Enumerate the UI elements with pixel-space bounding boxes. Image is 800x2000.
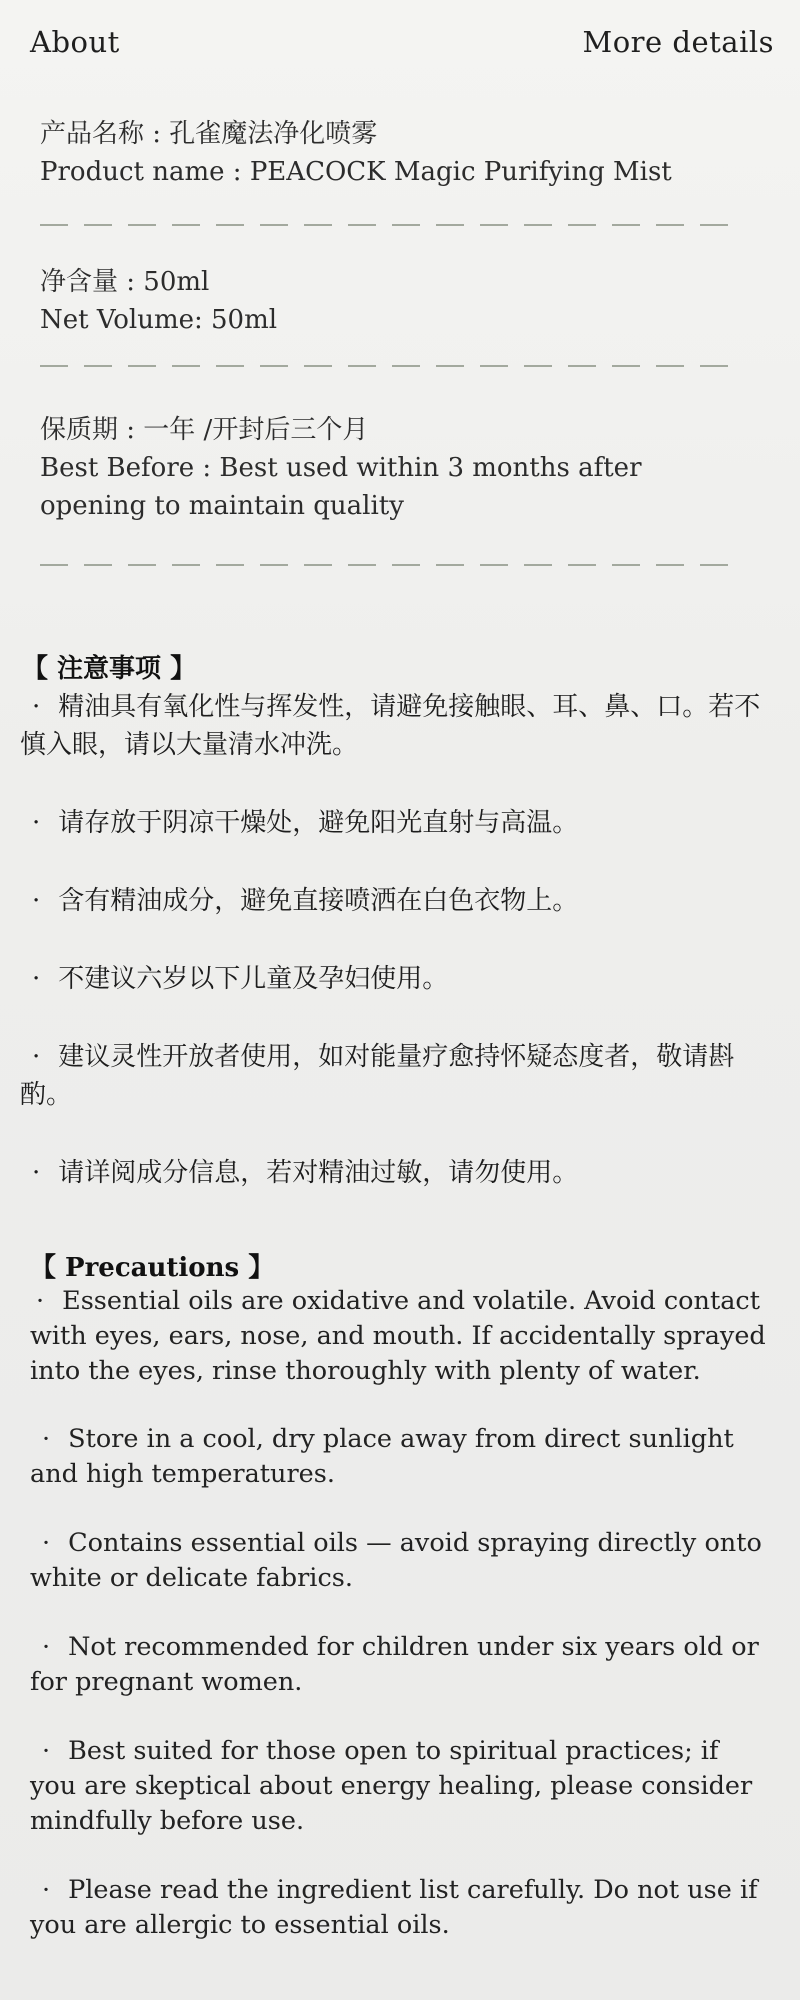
bullet: · <box>32 808 41 838</box>
bullet: · <box>42 1632 51 1662</box>
cn-precaution-item <box>20 804 780 842</box>
en-precaution-text: Store in a cool, dry place away from direct sunlight and high temperatures. <box>30 1424 734 1489</box>
en-precaution-item <box>30 1526 770 1596</box>
best-before-cn: 保质期 : 一年 /开封后三个月 <box>40 415 369 445</box>
en-precaution-item <box>30 1734 770 1839</box>
en-precaution-item <box>30 1630 770 1700</box>
best-before-en: Best Before : Best used within 3 months after opening to maintain quality <box>40 453 642 521</box>
en-precautions-title: 【 Precautions 】 <box>30 1253 275 1283</box>
cn-precautions-title: 【 注意事项 】 <box>22 654 197 684</box>
en-precaution-text: Best suited for those open to spiritual practices; if you are skeptical about energy healing, please consider mindfully before use. <box>30 1736 753 1836</box>
cn-precaution-item <box>20 1154 780 1192</box>
cn-precaution-text: 请详阅成分信息，若对精油过敏，请勿使用。 <box>58 1158 579 1188</box>
more-details-tab[interactable]: More details <box>582 25 774 59</box>
bullet: · <box>32 1158 41 1188</box>
en-precaution-text: Not recommended for children under six years old or for pregnant women. <box>30 1632 759 1697</box>
best-before-block <box>40 411 760 525</box>
en-precaution-item <box>30 1873 770 1943</box>
cn-precaution-item <box>20 688 780 764</box>
bullet: · <box>36 1286 45 1316</box>
bullet: · <box>32 886 41 916</box>
about-tab[interactable]: About <box>30 25 120 59</box>
en-precaution-item <box>30 1422 770 1492</box>
net-volume-block <box>40 263 760 339</box>
divider <box>40 365 740 367</box>
divider <box>40 224 740 226</box>
bullet: · <box>42 1736 51 1766</box>
cn-precaution-text: 含有精油成分，避免直接喷洒在白色衣物上。 <box>58 886 579 916</box>
cn-precaution-item <box>20 882 780 920</box>
product-name-cn: 产品名称 : 孔雀魔法净化喷雾 <box>40 119 378 149</box>
bullet: · <box>32 1042 41 1072</box>
cn-precaution-text: 建议灵性开放者使用，如对能量疗愈持怀疑态度者，敬请斟酌。 <box>20 1042 735 1110</box>
en-precaution-text: Essential oils are oxidative and volatile. Avoid contact with eyes, ears, nose, and mouth. If accidentally sprayed into the eyes, rinse thoroughly with plenty of water. <box>30 1286 766 1386</box>
en-precaution-item <box>30 1284 770 1389</box>
header-bar <box>30 20 774 64</box>
cn-precaution-text: 精油具有氧化性与挥发性，请避免接触眼、耳、鼻、口。若不慎入眼，请以大量清水冲洗。 <box>20 692 761 760</box>
cn-precaution-text: 不建议六岁以下儿童及孕妇使用。 <box>58 964 449 994</box>
en-precaution-text: Contains essential oils — avoid spraying directly onto white or delicate fabrics. <box>30 1528 762 1593</box>
cn-precaution-text: 请存放于阴凉干燥处，避免阳光直射与高温。 <box>58 808 579 838</box>
cn-precaution-item <box>20 1038 780 1114</box>
net-volume-cn: 净含量 : 50ml <box>40 267 210 297</box>
cn-precaution-item <box>20 960 780 998</box>
product-name-en: Product name : PEACOCK Magic Purifying Mist <box>40 157 672 187</box>
product-name-block <box>40 115 760 191</box>
divider <box>40 564 740 566</box>
bullet: · <box>32 692 41 722</box>
bullet: · <box>42 1875 51 1905</box>
bullet: · <box>32 964 41 994</box>
en-precaution-text: Please read the ingredient list carefully. Do not use if you are allergic to essential oils. <box>30 1875 758 1940</box>
bullet: · <box>42 1424 51 1454</box>
net-volume-en: Net Volume: 50ml <box>40 305 278 335</box>
bullet: · <box>42 1528 51 1558</box>
